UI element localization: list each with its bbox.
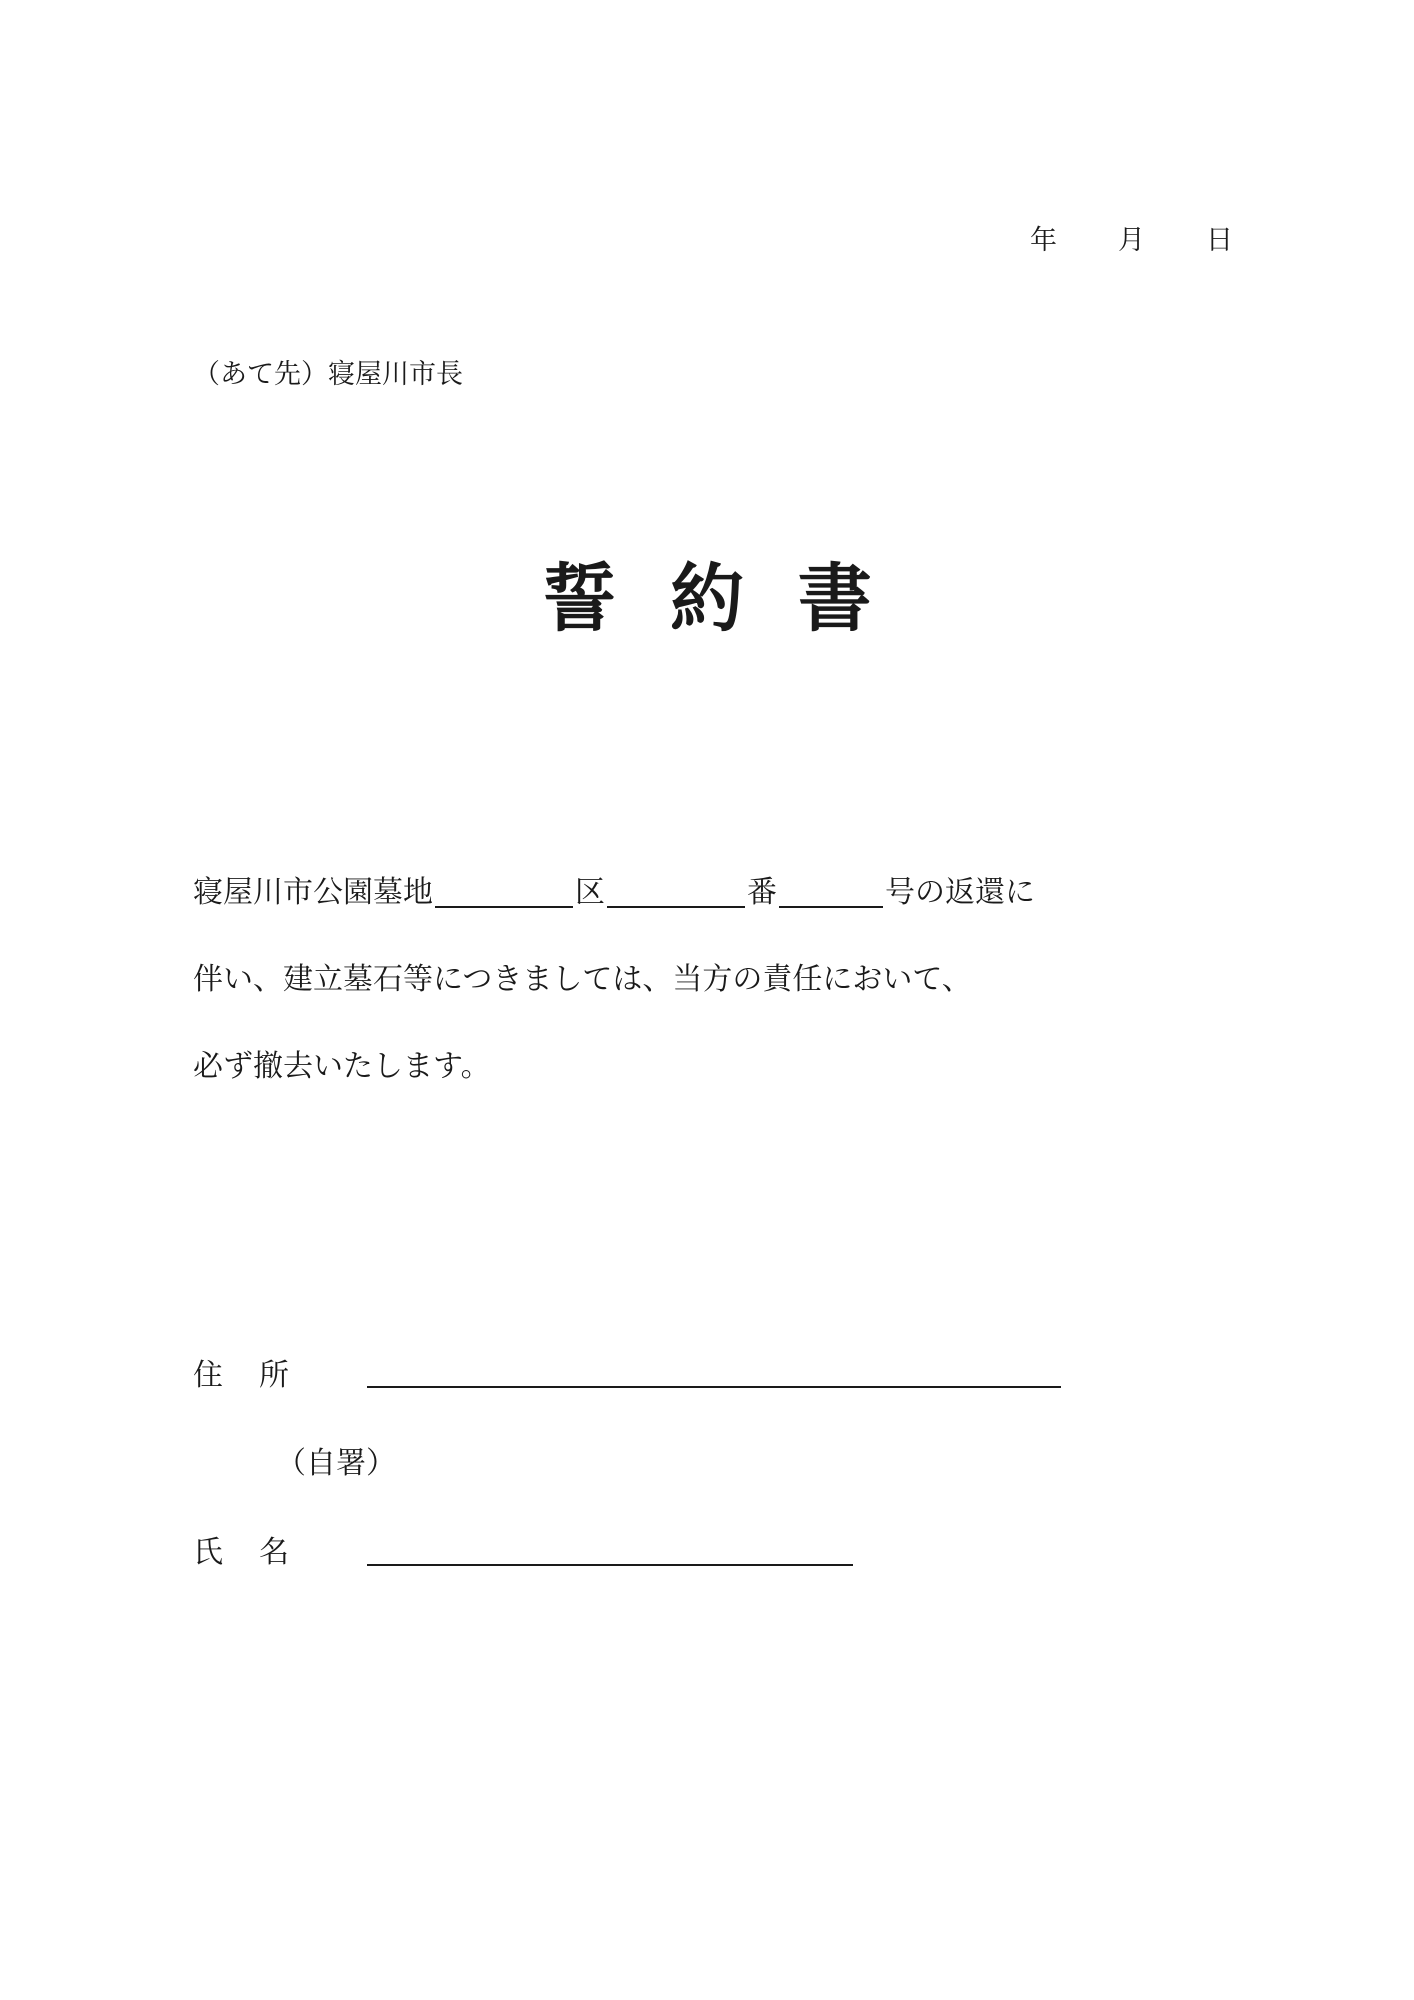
name-label-char-1: 氏 xyxy=(193,1535,223,1570)
ku-label: 区 xyxy=(575,875,605,910)
title-char-3: 書 xyxy=(797,556,872,642)
self-sign-note: （自署） xyxy=(276,1446,396,1481)
name-label-char-2: 名 xyxy=(259,1535,289,1570)
title-char-2: 約 xyxy=(670,556,744,642)
title-char-1: 誓 xyxy=(542,556,617,642)
date-year-label: 年 xyxy=(1030,225,1057,256)
body-line-1-prefix: 寝屋川市公園墓地 xyxy=(193,875,433,910)
body-line-2: 伴い、建立墓石等につきましては、当方の責任において、 xyxy=(193,962,972,997)
addressee: （あて先）寝屋川市長 xyxy=(193,359,463,390)
body-line-3: 必ず撤去いたします。 xyxy=(193,1049,491,1084)
ku-blank[interactable] xyxy=(435,876,573,908)
body-line-1-suffix: 号の返還に xyxy=(885,875,1035,910)
address-label-char-1: 住 xyxy=(193,1358,223,1393)
address-label xyxy=(193,1350,289,1394)
address-label-char-2: 所 xyxy=(259,1358,289,1393)
name-label xyxy=(193,1527,289,1571)
date-month-label: 月 xyxy=(1118,225,1145,256)
ban-blank[interactable] xyxy=(607,876,745,908)
document-title xyxy=(0,540,1414,646)
go-blank[interactable] xyxy=(779,876,883,908)
name-field-line[interactable] xyxy=(367,1562,853,1566)
address-field-line[interactable] xyxy=(367,1384,1061,1388)
body-line-1 xyxy=(193,876,1035,908)
date-day-label: 日 xyxy=(1206,225,1233,256)
ban-label: 番 xyxy=(747,875,777,910)
